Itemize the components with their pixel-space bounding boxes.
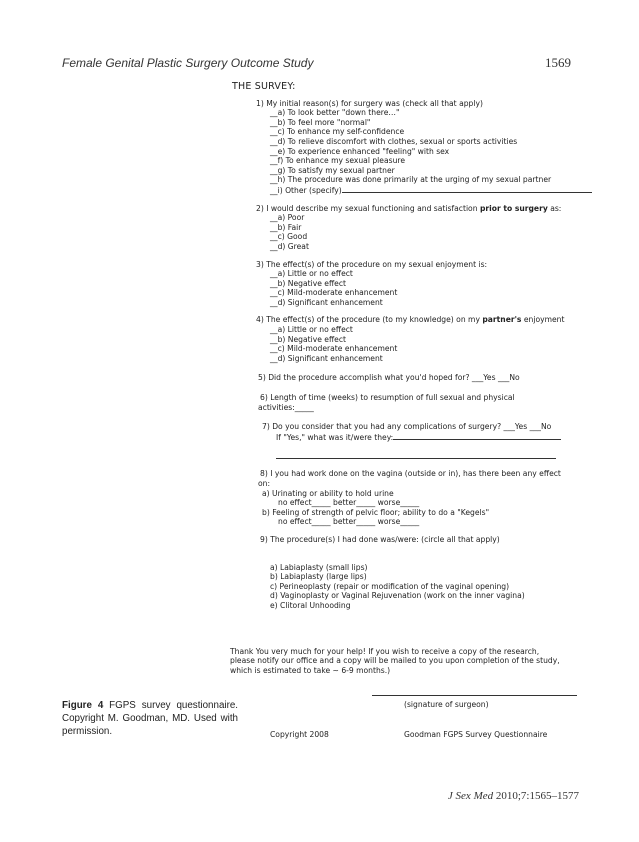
option-item-rating: no effect_____ better_____ worse_____	[278, 517, 420, 527]
figure-label: Figure 4	[62, 700, 104, 711]
option-item: d) Vaginoplasty or Vaginal Rejuvenation (work on the inner vagina)	[270, 591, 525, 601]
question-6	[232, 393, 577, 412]
option-item: e) Clitoral Unhooding	[270, 600, 351, 610]
signature-line	[372, 689, 577, 696]
option-item: __b) Fair	[270, 222, 302, 232]
journal-citation	[448, 790, 579, 802]
question-1	[232, 99, 577, 196]
figure-caption	[62, 699, 238, 738]
question-5: 5) Did the procedure accomplish what you'd hoped for? ___Yes ___No	[258, 373, 520, 383]
question-8-line-1: 8) I you had work done on the vagina (outside or in), has there been any effect	[260, 469, 561, 479]
option-item: __c) To enhance my self-confidence	[270, 127, 405, 137]
question-8-line-2: on:	[258, 479, 271, 488]
option-item: __c) Good	[270, 232, 308, 242]
question-3	[232, 260, 577, 308]
option-item: __a) To look better "down there…"	[270, 108, 400, 118]
journal-name: J Sex Med	[447, 790, 494, 802]
option-item: __f) To enhance my sexual pleasure	[270, 156, 406, 166]
option-item: __e) To experience enhanced "feeling" with sex	[270, 146, 450, 156]
option-item: __d) Significant enhancement	[270, 353, 383, 363]
option-item: __b) To feel more "normal"	[270, 117, 371, 127]
option-item: __g) To satisfy my sexual partner	[270, 165, 395, 175]
page-number: 1569	[545, 55, 571, 70]
question-text-end: enjoyment	[521, 315, 565, 325]
option-item: __b) Negative effect	[270, 278, 347, 288]
option-item: b) Feeling of strength of pelvic floor; ability to do a "Kegels"	[262, 507, 490, 517]
citation-detail: 2010;7:1565–1577	[493, 790, 579, 802]
survey-title: THE SURVEY:	[232, 81, 296, 92]
answer-blank-line	[393, 432, 561, 440]
option-item: __h) The procedure was done primarily at the urging of my sexual partner	[270, 175, 552, 185]
question-text: The effect(s) of the procedure (to my knowledge) on my	[266, 315, 483, 325]
option-item: __d) Great	[270, 241, 309, 251]
answer-blank-line	[276, 452, 556, 459]
option-item: __d) Significant enhancement	[270, 297, 383, 307]
question-7	[232, 422, 577, 459]
survey-questionnaire	[232, 82, 577, 742]
question-2	[232, 204, 577, 252]
question-7-line-2: If "Yes," what was it/were they:	[276, 432, 394, 442]
option-other-label: __i) Other (specify)	[270, 185, 342, 195]
question-7-line-1: 7) Do you consider that you had any complications of surgery? ___Yes ___No	[262, 422, 552, 432]
option-item: __d) To relieve discomfort with clothes, sexual or sports activities	[270, 136, 518, 146]
option-item: a) Urinating or ability to hold urine	[262, 488, 394, 498]
question-text: I would describe my sexual functioning and satisfaction	[266, 203, 480, 213]
question-9-text: 9) The procedure(s) I had done was/were: (circle all that apply)	[260, 534, 500, 544]
question-text: My initial reason(s) for surgery was (check all that apply)	[266, 98, 483, 108]
question-number: 4)	[256, 315, 264, 325]
signature-label: (signature of surgeon)	[404, 700, 489, 710]
question-number: 1)	[256, 98, 264, 108]
question-text-end: as:	[547, 203, 562, 213]
survey-footer	[232, 730, 577, 742]
option-item-rating: no effect_____ better_____ worse_____	[278, 498, 420, 508]
option-item: c) Perineoplasty (repair or modification of the vaginal opening)	[270, 581, 510, 591]
question-text-emphasis: partner's	[482, 315, 522, 325]
running-head-title: Female Genital Plastic Surgery Outcome Study	[62, 56, 314, 70]
question-9	[232, 535, 577, 611]
question-6-line-1: 6) Length of time (weeks) to resumption of full sexual and physical	[260, 393, 515, 403]
option-item: __c) Mild-moderate enhancement	[270, 344, 398, 354]
question-text: The effect(s) of the procedure on my sexual enjoyment is:	[266, 259, 488, 269]
option-item: __b) Negative effect	[270, 334, 347, 344]
survey-name: Goodman FGPS Survey Questionnaire	[404, 729, 548, 739]
option-item: a) Labiaplasty (small lips)	[270, 562, 368, 572]
option-item: __a) Poor	[270, 213, 305, 223]
survey-copyright: Copyright 2008	[270, 729, 329, 739]
option-item: __a) Little or no effect	[270, 269, 353, 279]
question-6-line-2: activities:_____	[258, 402, 314, 412]
answer-blank-line	[342, 185, 592, 193]
option-item: __c) Mild-moderate enhancement	[270, 288, 398, 298]
question-number: 2)	[256, 203, 264, 213]
question-8	[232, 469, 577, 527]
option-item: __a) Little or no effect	[270, 325, 353, 335]
closing-note: Thank You very much for your help! If you wish to receive a copy of the research, please notify our office and a copy will be mailed to you upon completion of the study, which is estimated to take ~ 6-9 months.)	[230, 646, 560, 675]
question-number: 3)	[256, 259, 264, 269]
option-item: b) Labiaplasty (large lips)	[270, 572, 367, 582]
figure-caption-text: FGPS survey questionnaire. Copyright M. Goodman, MD. Used with permission.	[62, 700, 239, 737]
option-item-other	[232, 185, 577, 196]
question-text-emphasis: prior to surgery	[479, 203, 548, 213]
question-4	[232, 315, 577, 363]
